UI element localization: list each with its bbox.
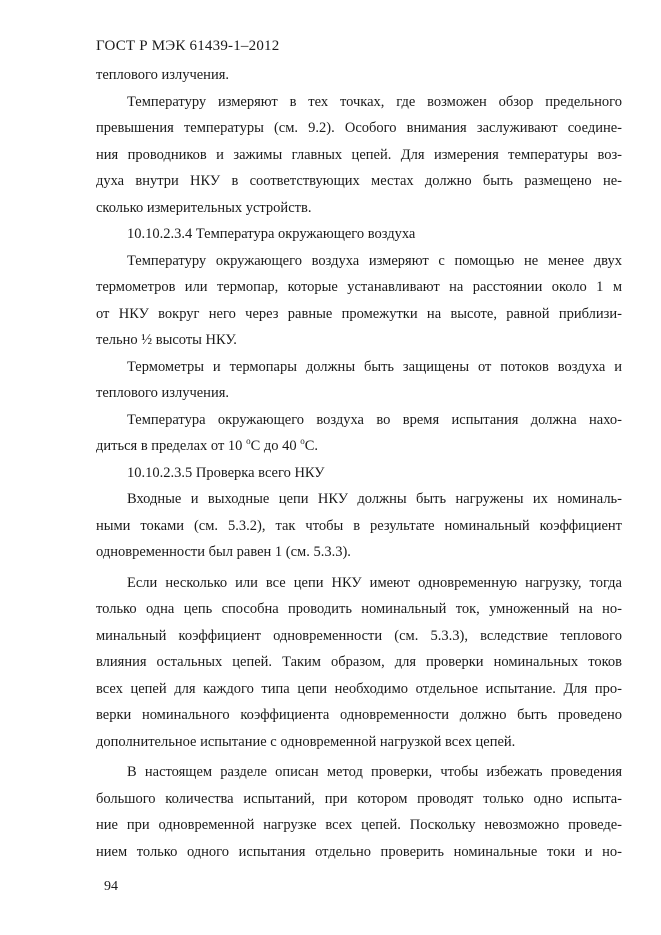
text-line: Если несколько или все цепи НКУ имеют одновременную нагрузку, тогда [127, 574, 622, 591]
document-header: ГОСТ Р МЭК 61439-1–2012 [96, 38, 280, 54]
text-line: нием только одного испытания отдельно проверить номинальные токи и но- [96, 843, 622, 860]
degree-sign: o [246, 436, 251, 446]
text-line: минальный коэффициент одновременности (см. 5.3.3), вследствие теплового [96, 627, 622, 644]
text-line: от НКУ вокруг него через равные промежутки на высоте, равной приблизи- [96, 305, 622, 322]
text-line: В настоящем разделе описан метод проверки, чтобы избежать проведения [127, 764, 622, 780]
text-line: тельно ½ высоты НКУ. [96, 332, 237, 348]
text-line: ния проводников и зажимы главных цепей. Для измерения температуры воз- [96, 146, 622, 163]
text-line: дополнительное испытание с одновременной нагрузкой всех цепей. [96, 733, 516, 750]
text-line: превышения температуры (см. 9.2). Особого внимания заслуживают соедине- [96, 120, 622, 136]
text-line: верки номинального коэффициента одновременности должно быть проведено [96, 707, 622, 723]
section-heading: 10.10.2.3.4 Температура окружающего воздуха [127, 226, 416, 242]
text-line: теплового излучения. [96, 67, 229, 83]
text-line-temperature-range [96, 433, 622, 460]
text-line: духа внутри НКУ в соответствующих местах должно быть размещено не- [96, 173, 622, 189]
text-segment: С. [304, 438, 319, 454]
text-line: одновременности был равен 1 (см. 5.3.3). [96, 544, 351, 560]
text-line: Температура окружающего воздуха во время испытания должна нахо- [127, 411, 622, 428]
text-line: Температуру окружающего воздуха измеряют с помощью не менее двух [127, 252, 622, 269]
text-line: теплового излучения. [96, 385, 229, 401]
degree-sign: o [300, 436, 305, 446]
document-body [96, 62, 622, 865]
text-line: большого количества испытаний, при котором проводят только одно испыта- [96, 790, 622, 807]
text-line: влияния остальных цепей. Таким образом, для проверки номинальных токов [96, 654, 622, 670]
text-segment: диться в пределах от 10 [96, 438, 247, 454]
page-number: 94 [104, 879, 118, 894]
section-heading: 10.10.2.3.5 Проверка всего НКУ [127, 464, 325, 481]
text-line: Входные и выходные цепи НКУ должны быть нагружены их номиналь- [127, 491, 622, 507]
text-line: Термометры и термопары должны быть защищены от потоков воздуха и [127, 358, 622, 375]
text-line: только одна цепь способна проводить номинальный ток, умноженный на но- [96, 601, 622, 617]
text-line: ными токами (см. 5.3.2), так чтобы в результате номинальный коэффициент [96, 517, 622, 534]
text-line: ние при одновременной нагрузке всех цепей. Поскольку невозможно проведе- [96, 817, 622, 833]
text-line: всех цепей для каждого типа цепи необходимо отдельное испытание. Для про- [96, 680, 622, 697]
text-line: Температуру измеряют в тех точках, где возможен обзор предельного [127, 93, 622, 110]
text-line: сколько измерительных устройств. [96, 199, 312, 216]
text-line: термометров или термопар, которые устанавливают на расстоянии около 1 м [96, 279, 622, 295]
text-segment: С до 40 [250, 438, 301, 454]
